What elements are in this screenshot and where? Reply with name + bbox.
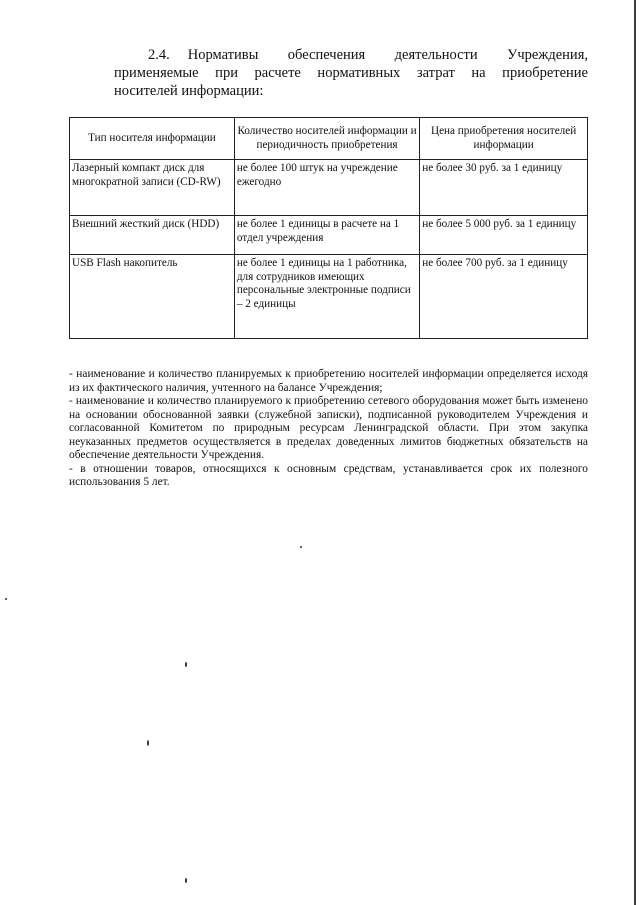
section-number: 2.4. <box>148 47 170 63</box>
cell-quantity: не более 1 единицы на 1 работника, для сотрудников имеющих персональные электронные подписи – 2 единицы <box>234 255 419 339</box>
scan-speck <box>185 662 187 667</box>
heading-line-2: применяемые при расчете нормативных затрат на приобретение <box>114 65 588 81</box>
cell-media-type: Лазерный компакт диск для многократной записи (CD-RW) <box>70 160 235 216</box>
note-paragraph-2: - наименование и количество планируемого к приобретению сетевого оборудования может быть изменено на основании обоснованной заявки (служебной записки), подписанной руководителем Учреждения и согласованной Комитетом по природным ресурсам Ленинградской области. При этом закупка неуказанных предметов осуществляется в пределах доведенных лимитов бюджетных обязательств на обеспечение деятельности Учреждения. <box>69 395 588 461</box>
cell-quantity: не более 1 единицы в расчете на 1 отдел учреждения <box>234 216 419 255</box>
table-row <box>70 255 588 339</box>
cell-media-type: Внешний жесткий диск (HDD) <box>70 216 235 255</box>
header-quantity: Количество носителей информации и периодичность приобретения <box>234 118 419 160</box>
heading-title-part-1: Нормативы обеспечения деятельности Учреждения, <box>187 47 588 63</box>
heading-line-1 <box>114 46 588 64</box>
table-header-row <box>70 118 588 160</box>
scan-border <box>634 0 636 905</box>
cell-price: не более 30 руб. за 1 единицу <box>420 160 588 216</box>
section-heading <box>114 46 588 100</box>
cell-media-type: USB Flash накопитель <box>70 255 235 339</box>
cell-quantity: не более 100 штук на учреждение ежегодно <box>234 160 419 216</box>
scan-speck <box>300 546 302 548</box>
cell-price: не более 5 000 руб. за 1 единицу <box>420 216 588 255</box>
scan-speck <box>5 598 7 600</box>
heading-line-3: носителей информации: <box>114 83 264 99</box>
storage-media-norms-table <box>69 117 588 339</box>
table-row <box>70 160 588 216</box>
note-paragraph-1: - наименование и количество планируемых к приобретению носителей информации определяется исходя из их фактического наличия, учтенного на балансе Учреждения; <box>69 368 588 394</box>
header-price: Цена приобретения носителей информации <box>420 118 588 160</box>
scan-speck <box>185 878 187 883</box>
table-row <box>70 216 588 255</box>
note-paragraph-3: - в отношении товаров, относящихся к основным средствам, устанавливается срок их полезного использования 5 лет. <box>69 462 588 488</box>
header-media-type: Тип носителя информации <box>70 118 235 160</box>
notes-block <box>69 368 588 490</box>
cell-price: не более 700 руб. за 1 единицу <box>420 255 588 339</box>
scan-speck <box>147 740 149 746</box>
